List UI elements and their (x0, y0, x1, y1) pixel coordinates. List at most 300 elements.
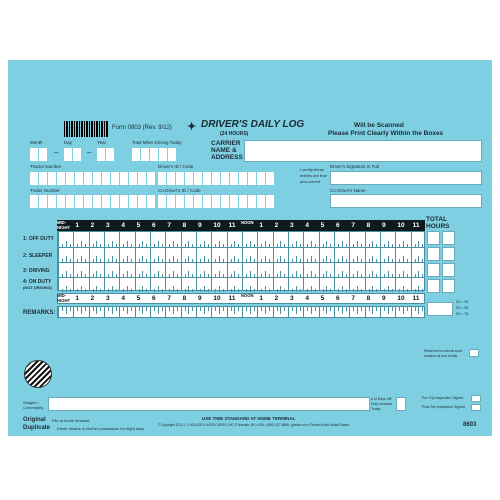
grid-quarter-tick (131, 274, 132, 277)
grid-quarter-tick (231, 274, 232, 277)
grid-quarter-tick (81, 241, 82, 247)
grid-quarter-tick (422, 259, 423, 262)
remarks-tick (188, 307, 189, 314)
grid-quarter-tick (116, 244, 117, 247)
grid-quarter-tick (342, 271, 343, 277)
days-off-label-3: Today (371, 407, 381, 411)
driver-signature-label: Driver's Signature in Full (330, 164, 379, 169)
remarks-tick (384, 307, 385, 311)
grid-quarter-tick (330, 289, 331, 292)
grid-quarter-tick (300, 259, 301, 262)
hour-label: 9 (198, 294, 202, 302)
remarks-tick (269, 307, 270, 311)
remarks-tick (415, 307, 416, 311)
remarks-tick (123, 307, 124, 311)
grid-quarter-tick (300, 289, 301, 292)
hour-label: 8 (182, 294, 187, 302)
hour-label: 7 (351, 221, 355, 229)
grid-quarter-tick (112, 286, 113, 292)
total-hours-box[interactable] (442, 263, 455, 277)
grid-quarter-tick (238, 259, 239, 262)
scan-note-1: Will be Scanned (354, 122, 404, 129)
grid-quarter-tick (338, 289, 339, 292)
returned-checkbox[interactable] (469, 349, 479, 357)
grid-quarter-tick (234, 256, 235, 262)
grid-quarter-tick (219, 271, 220, 277)
grid-quarter-tick (376, 244, 377, 247)
grid-quarter-tick (173, 271, 174, 277)
remarks-tick (334, 307, 335, 317)
grid-quarter-tick (185, 289, 186, 292)
remarks-time-scale[interactable] (57, 306, 425, 318)
form-number: Form 0803 (Rev. 9/12) (112, 125, 172, 131)
grid-quarter-tick (369, 244, 370, 247)
grid-quarter-tick (66, 271, 67, 277)
remarks-tick (165, 307, 166, 317)
grid-hour-line (150, 232, 151, 290)
year-boxes[interactable] (97, 148, 114, 161)
remarks-tick (127, 307, 128, 314)
grid-quarter-tick (146, 244, 147, 247)
grid-quarter-tick (346, 274, 347, 277)
grid-quarter-tick (361, 259, 362, 262)
grid-hour-line (89, 232, 90, 290)
grid-quarter-tick (93, 274, 94, 277)
grid-quarter-tick (142, 256, 143, 262)
total-hours-box[interactable] (442, 231, 455, 245)
hour-label: 8 (366, 221, 371, 229)
hour-label: 8 (182, 221, 187, 229)
remarks-tick (204, 307, 205, 314)
total-hours-box[interactable] (427, 231, 440, 245)
grid-quarter-tick (296, 256, 297, 262)
hour-label: 9 (382, 221, 386, 229)
grid-quarter-tick (265, 256, 266, 262)
remarks-tick (177, 307, 178, 311)
grid-quarter-tick (399, 244, 400, 247)
shipper-commodity-field[interactable] (48, 397, 370, 411)
grid-quarter-tick (62, 244, 63, 247)
remarks-tick (238, 307, 239, 311)
grid-quarter-tick (323, 259, 324, 262)
remarks-tick (85, 307, 86, 311)
remarks-tick (395, 307, 396, 317)
remarks-tick (96, 307, 97, 314)
grid-quarter-tick (169, 274, 170, 277)
form-title: DRIVER'S DAILY LOG (201, 119, 305, 130)
grid-quarter-tick (188, 286, 189, 292)
grid-quarter-tick (254, 289, 255, 292)
hour-label: 1 (259, 221, 263, 229)
grid-quarter-tick (116, 289, 117, 292)
grid-quarter-tick (323, 289, 324, 292)
grid-hour-line (380, 232, 381, 290)
hour-label: 5 (320, 294, 325, 302)
pre-trip-label: Pre-Trip Inspection Signed (422, 396, 464, 400)
month-label: Month (30, 140, 43, 145)
hour-label: 1 (259, 294, 263, 302)
grid-quarter-tick (407, 244, 408, 247)
remarks-tick (135, 307, 136, 317)
hour-labels-top (57, 220, 425, 231)
grid-hour-line (319, 232, 320, 290)
grid-quarter-tick (338, 259, 339, 262)
grid-quarter-tick (311, 256, 312, 262)
grid-quarter-tick (323, 244, 324, 247)
remarks-tick (108, 307, 109, 311)
grid-quarter-tick (392, 274, 393, 277)
original-label: Original (23, 417, 46, 423)
grid-quarter-tick (238, 289, 239, 292)
remarks-tick (392, 307, 393, 311)
remarks-tick (231, 307, 232, 311)
hour-label: 4 (121, 294, 125, 302)
grid-quarter-tick (326, 286, 327, 292)
grid-quarter-tick (158, 286, 159, 292)
grid-quarter-tick (265, 286, 266, 292)
day-boxes[interactable] (64, 148, 81, 161)
remarks-tick (388, 307, 389, 314)
grid-quarter-tick (85, 244, 86, 247)
grid-quarter-tick (246, 259, 247, 262)
grid-quarter-tick (238, 274, 239, 277)
grid-quarter-tick (372, 286, 373, 292)
grid-quarter-tick (131, 259, 132, 262)
codriver-id-boxes[interactable] (158, 195, 274, 208)
days-off-label-1: # of Days Off (371, 397, 392, 401)
grid-quarter-tick (399, 274, 400, 277)
remarks-tick (369, 307, 370, 311)
month-boxes[interactable] (30, 148, 47, 161)
grid-quarter-tick (372, 271, 373, 277)
grid-quarter-tick (353, 259, 354, 262)
grid-quarter-tick (96, 286, 97, 292)
remarks-tick (303, 307, 304, 317)
grid-quarter-tick (108, 244, 109, 247)
duty-status-grid[interactable] (57, 231, 425, 291)
grid-quarter-tick (66, 286, 67, 292)
grid-quarter-tick (284, 244, 285, 247)
grid-quarter-tick (200, 259, 201, 262)
grid-quarter-tick (200, 289, 201, 292)
hour-label: 2 (274, 294, 279, 302)
grid-quarter-tick (280, 256, 281, 262)
driver-id-boxes[interactable] (158, 172, 274, 185)
grid-quarter-tick (284, 289, 285, 292)
grid-quarter-tick (66, 256, 67, 262)
tractor-number-boxes[interactable] (30, 172, 155, 185)
remarks-tick (277, 307, 278, 311)
remarks-tick (223, 307, 224, 311)
carrier-name-address-field[interactable] (244, 140, 482, 162)
carrier-label-1: CARRIER (211, 140, 241, 147)
grid-quarter-tick (403, 271, 404, 277)
hour-label: 4 (305, 221, 309, 229)
grid-hour-line (104, 232, 105, 290)
remarks-tick (319, 307, 320, 317)
grid-quarter-tick (100, 289, 101, 292)
post-trip-checkbox[interactable] (471, 404, 481, 411)
grid-quarter-tick (123, 244, 124, 247)
remarks-tick (411, 307, 412, 317)
grid-quarter-tick (357, 271, 358, 277)
grid-quarter-tick (204, 271, 205, 277)
grid-quarter-tick (261, 289, 262, 292)
remarks-tick (280, 307, 281, 314)
grid-quarter-tick (192, 289, 193, 292)
trailer-number-boxes[interactable] (30, 195, 155, 208)
grid-quarter-tick (112, 271, 113, 277)
certify-text-2: entries are true (300, 173, 327, 178)
scan-note-2: Please Print Clearly Within the Boxes (328, 130, 444, 137)
grid-quarter-tick (284, 259, 285, 262)
grid-quarter-tick (162, 259, 163, 262)
remarks-tick (265, 307, 266, 314)
total-hours-box[interactable] (427, 279, 440, 293)
grid-quarter-tick (388, 271, 389, 277)
returned-label-2: location at end of day (424, 354, 458, 358)
grid-quarter-tick (223, 259, 224, 262)
grid-quarter-tick (326, 241, 327, 247)
total-hours-boxes[interactable] (427, 231, 467, 297)
hour-label: 7 (167, 221, 171, 229)
grid-quarter-tick (315, 244, 316, 247)
remarks-tick (119, 307, 120, 317)
grid-quarter-tick (169, 289, 170, 292)
hour-label: 2 (90, 221, 95, 229)
grid-quarter-tick (353, 244, 354, 247)
remarks-label: REMARKS: (23, 310, 56, 316)
grid-quarter-tick (369, 259, 370, 262)
grid-quarter-tick (292, 274, 293, 277)
remarks-tick (250, 307, 251, 314)
hour-label: 3 (106, 221, 110, 229)
grid-quarter-tick (246, 289, 247, 292)
grid-quarter-tick (204, 286, 205, 292)
grid-quarter-tick (100, 244, 101, 247)
remarks-tick (246, 307, 247, 311)
hour-label: 7 (167, 294, 171, 302)
grid-quarter-tick (407, 289, 408, 292)
grid-quarter-tick (269, 259, 270, 262)
grid-quarter-tick (403, 241, 404, 247)
total-hours-box[interactable] (442, 247, 455, 261)
remarks-tick (131, 307, 132, 311)
remarks-tick (403, 307, 404, 314)
remarks-tick (73, 307, 74, 317)
keller-seal-logo (24, 360, 52, 388)
grid-quarter-tick (277, 244, 278, 247)
days-off-label-2: Duty Includes (371, 402, 393, 406)
grid-quarter-tick (261, 259, 262, 262)
grid-quarter-tick (158, 241, 159, 247)
driver-signature-field[interactable] (330, 171, 482, 185)
hour-label: 11 (228, 294, 236, 302)
grid-hour-line (395, 232, 396, 290)
grid-quarter-tick (254, 274, 255, 277)
grid-quarter-tick (342, 256, 343, 262)
grid-quarter-tick (234, 271, 235, 277)
grid-quarter-tick (261, 244, 262, 247)
remarks-tick (139, 307, 140, 311)
hour-label: 4 (305, 294, 309, 302)
grid-quarter-tick (418, 256, 419, 262)
remarks-tick (338, 307, 339, 311)
codriver-name-field[interactable] (330, 194, 482, 208)
grid-quarter-tick (392, 259, 393, 262)
shipper-label-2: Commodity (23, 405, 44, 410)
grid-hour-line (135, 232, 136, 290)
grid-quarter-tick (292, 259, 293, 262)
grid-quarter-tick (330, 274, 331, 277)
total-hours-box[interactable] (442, 279, 455, 293)
grid-quarter-tick (399, 259, 400, 262)
grid-quarter-tick (338, 274, 339, 277)
grid-quarter-tick (311, 271, 312, 277)
grid-quarter-tick (139, 259, 140, 262)
total-hours-box[interactable] (427, 247, 440, 261)
hour-label: 6 (152, 221, 156, 229)
grid-hour-line (273, 232, 274, 290)
grid-quarter-tick (277, 259, 278, 262)
grid-quarter-tick (231, 289, 232, 292)
grid-quarter-tick (223, 289, 224, 292)
grid-quarter-tick (81, 286, 82, 292)
certify-text-1: I certify these (300, 167, 324, 172)
grid-quarter-tick (77, 274, 78, 277)
grid-quarter-tick (315, 274, 316, 277)
grid-quarter-tick (154, 289, 155, 292)
day-label: Day (64, 140, 73, 145)
grid-quarter-tick (223, 274, 224, 277)
remarks-tick (323, 307, 324, 311)
copyright-line: © Copyright 2013 J. J. KELLER & ASSOCIATES, INC.® Neenah, WI • USA • (800) 327-6868 • jjkeller.com • Printed in the United States (158, 423, 350, 427)
remarks-tick (93, 307, 94, 311)
grid-quarter-tick (315, 289, 316, 292)
grid-quarter-tick (361, 244, 362, 247)
grid-quarter-tick (250, 286, 251, 292)
grid-hour-line (242, 232, 243, 290)
grid-quarter-tick (361, 289, 362, 292)
hour-label: 7 (351, 294, 355, 302)
grid-quarter-tick (254, 244, 255, 247)
remarks-tick (349, 307, 350, 317)
hour-label: 2 (90, 294, 95, 302)
remarks-tick (158, 307, 159, 314)
total-hours-box[interactable] (427, 263, 440, 277)
grid-quarter-tick (296, 241, 297, 247)
grid-quarter-tick (108, 274, 109, 277)
hour-label: 3 (290, 294, 294, 302)
grid-quarter-tick (81, 271, 82, 277)
grid-quarter-tick (70, 289, 71, 292)
sum-line-2: S2 = 35 (456, 306, 469, 310)
remarks-tick (227, 307, 228, 317)
duplicate-note: Driver retains in his/her possession for eight days (57, 426, 145, 431)
grid-quarter-tick (238, 244, 239, 247)
total-hours-label-1: TOTAL (426, 216, 448, 223)
grid-quarter-tick (200, 274, 201, 277)
steering-logo-icon: ✦ (187, 121, 197, 133)
grid-quarter-tick (169, 259, 170, 262)
grid-quarter-tick (200, 244, 201, 247)
grid-hour-line (411, 232, 412, 290)
hour-label: 10 (213, 221, 221, 229)
grid-hour-line (349, 232, 350, 290)
grid-quarter-tick (372, 241, 373, 247)
grid-quarter-tick (112, 241, 113, 247)
grid-quarter-tick (418, 271, 419, 277)
grid-quarter-tick (250, 256, 251, 262)
hour-label: 8 (366, 294, 371, 302)
remarks-tick (418, 307, 419, 314)
grid-quarter-tick (280, 241, 281, 247)
remarks-tick (273, 307, 274, 317)
grid-quarter-tick (418, 286, 419, 292)
grid-quarter-tick (292, 244, 293, 247)
grid-quarter-tick (208, 274, 209, 277)
grid-quarter-tick (219, 241, 220, 247)
hour-label: 4 (121, 221, 125, 229)
remarks-tick (330, 307, 331, 311)
grid-quarter-tick (415, 274, 416, 277)
remarks-tick (346, 307, 347, 311)
grid-quarter-tick (234, 241, 235, 247)
grid-quarter-tick (77, 244, 78, 247)
grid-hour-line (303, 232, 304, 290)
remarks-tick (162, 307, 163, 311)
grid-hour-line (165, 232, 166, 290)
hour-label: 3 (290, 221, 294, 229)
grid-quarter-tick (269, 244, 270, 247)
remarks-tick (300, 307, 301, 311)
grid-quarter-tick (142, 286, 143, 292)
grid-quarter-tick (403, 286, 404, 292)
grid-quarter-tick (215, 289, 216, 292)
remarks-tick (219, 307, 220, 314)
remarks-tick (185, 307, 186, 311)
days-off-field[interactable] (396, 397, 406, 411)
total-sum-box[interactable] (427, 302, 453, 316)
grid-quarter-tick (407, 259, 408, 262)
grid-quarter-tick (177, 244, 178, 247)
grid-quarter-tick (169, 244, 170, 247)
grid-quarter-tick (177, 274, 178, 277)
grid-quarter-tick (219, 286, 220, 292)
grid-row-divider (58, 247, 424, 248)
grid-quarter-tick (85, 274, 86, 277)
remarks-tick (150, 307, 151, 317)
date-dash: – (87, 148, 92, 157)
grid-quarter-tick (407, 274, 408, 277)
form-subtitle: (24 HOURS) (220, 131, 249, 137)
grid-quarter-tick (70, 259, 71, 262)
returned-label-1: Returned to normal work (424, 349, 463, 353)
pre-trip-checkbox[interactable] (471, 395, 481, 402)
hour-label: MID-NIGHT (57, 220, 71, 230)
hour-label: 1 (75, 294, 79, 302)
form-code: 8603 (463, 422, 477, 428)
total-miles-boxes[interactable] (132, 148, 176, 161)
grid-quarter-tick (422, 289, 423, 292)
grid-quarter-tick (346, 289, 347, 292)
remarks-tick (284, 307, 285, 311)
grid-quarter-tick (418, 241, 419, 247)
grid-quarter-tick (208, 289, 209, 292)
grid-row-divider (58, 262, 424, 263)
grid-quarter-tick (185, 244, 186, 247)
year-label: Year (97, 140, 107, 145)
